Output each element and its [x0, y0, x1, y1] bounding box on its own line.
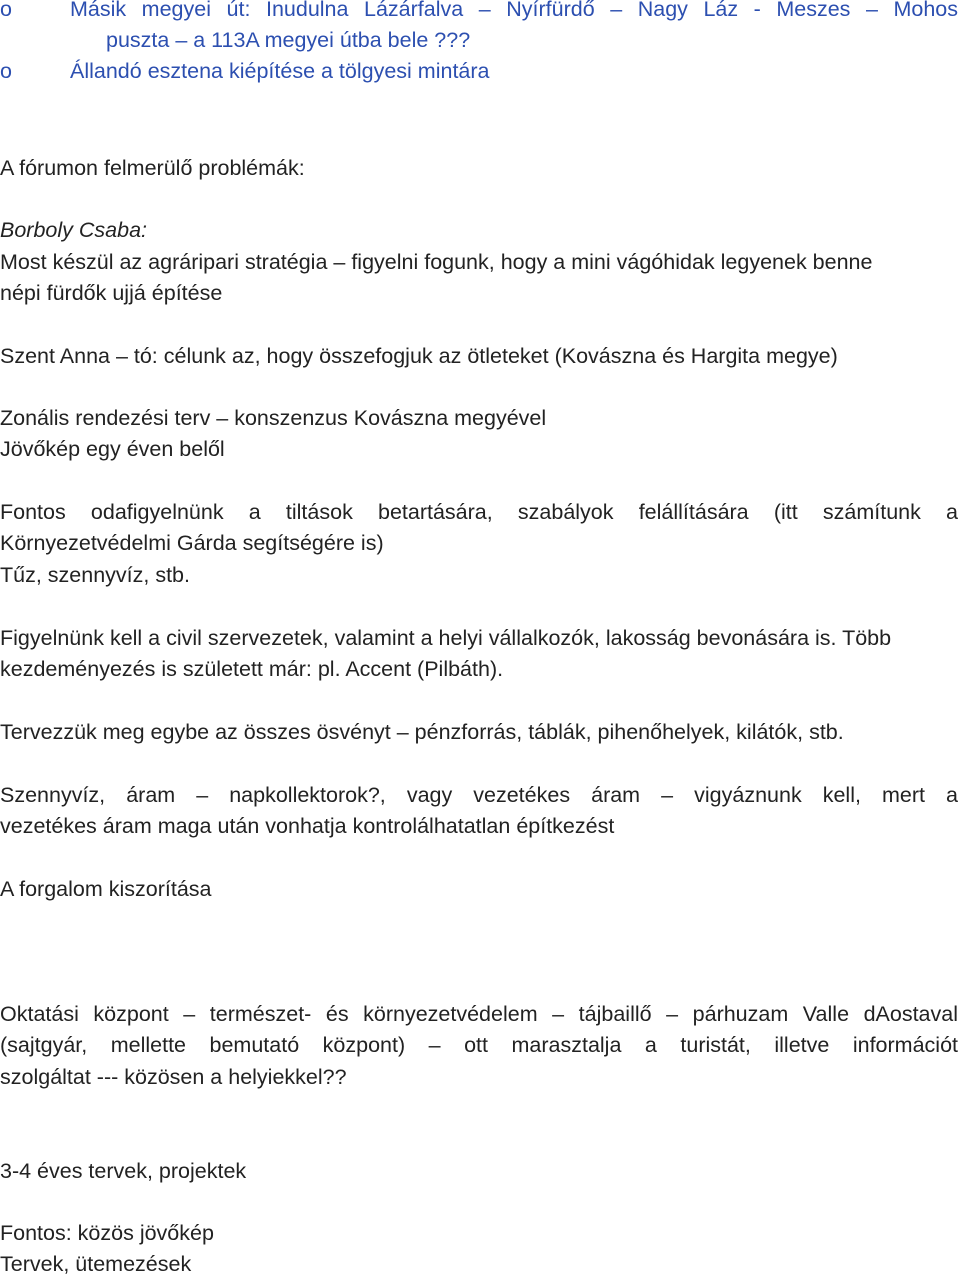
paragraph-szent-anna: [0, 341, 958, 372]
paragraph-line: népi fürdők ujjá építése: [0, 281, 223, 306]
bullet-item-road: [0, 0, 958, 56]
paragraph-line: Tervek, ütemezések: [0, 1252, 192, 1277]
bullet-text-line-1: Másik megyei út: Inudulna Lázárfalva – Nyírfürdő – Nagy Láz - Meszes – Mohos: [70, 0, 958, 21]
paragraph-plans: [0, 1156, 958, 1187]
paragraph-line: Fontos odafigyelnünk a tiltások betartására, szabályok felállítására (itt számítunk a: [0, 500, 958, 524]
bullet-list: [0, 0, 958, 87]
paragraph-strategy: [0, 247, 958, 310]
paragraph-vision: [0, 1218, 958, 1281]
paragraph-line: A forgalom kiszorítása: [0, 877, 212, 901]
paragraph-line: Szennyvíz, áram – napkollektorok?, vagy vezetékes áram – vigyáznunk kell, mert a: [0, 783, 958, 807]
paragraph-line: Tervezzük meg egybe az összes ösvényt – pénzforrás, táblák, pihenőhelyek, kilátók, stb.: [0, 720, 844, 744]
paragraph-trails: [0, 717, 958, 748]
paragraph-traffic: [0, 874, 958, 905]
paragraph-line: Jövőkép egy éven belől: [0, 437, 225, 462]
paragraph-line: szolgáltat --- közösen a helyiekkel??: [0, 1064, 347, 1089]
paragraph-line: Tűz, szennyvíz, stb.: [0, 562, 190, 587]
bullet-text-line-2: puszta – a 113A megyei útba bele ???: [106, 28, 471, 52]
paragraph-line: vezetékes áram maga után vonhatja kontrolálhatatlan építkezést: [0, 814, 615, 839]
paragraph-line: Zonális rendezési terv – konszenzus Kovászna megyével: [0, 406, 547, 430]
bullet-marker: o: [0, 59, 12, 83]
paragraph-education-center: [0, 999, 958, 1093]
paragraph-line: Oktatási központ – természet- és környezetvédelem – tájbaillő – párhuzam Valle dAostaval: [0, 1002, 958, 1026]
paragraph-rules: [0, 497, 958, 591]
paragraph-line: 3-4 éves tervek, projektek: [0, 1159, 247, 1183]
paragraph-line: Szent Anna – tó: célunk az, hogy összefogjuk az ötleteket (Kovászna és Hargita megye): [0, 344, 838, 368]
paragraph-sewage: [0, 780, 958, 843]
paragraph-line: (sajtgyár, mellette bemutató központ) – ott marasztalja a turistát, illetve információt: [0, 1033, 958, 1058]
paragraph-line: Most készül az agráripari stratégia – figyelni fogunk, hogy a mini vágóhidak legyenek benne: [0, 250, 873, 274]
paragraph-line: Figyelnünk kell a civil szervezetek, valamint a helyi vállalkozók, lakosság bevonására is. Több: [0, 626, 892, 650]
paragraph-line: Környezetvédelmi Gárda segítségére is): [0, 531, 384, 556]
bullet-marker: o: [0, 0, 12, 21]
bullet-text: Állandó esztena kiépítése a tölgyesi mintára: [70, 59, 490, 83]
paragraph-civil: [0, 623, 958, 686]
paragraph-zonal-plan: [0, 403, 958, 466]
bullet-item-esztena: [0, 56, 958, 87]
speaker-name: Borboly Csaba:: [0, 218, 147, 242]
paragraph-line: Fontos: közös jövőkép: [0, 1221, 214, 1245]
paragraph-line: kezdeményezés is született már: pl. Accent (Pilbáth).: [0, 657, 504, 682]
section-heading: A fórumon felmerülő problémák:: [0, 156, 305, 180]
